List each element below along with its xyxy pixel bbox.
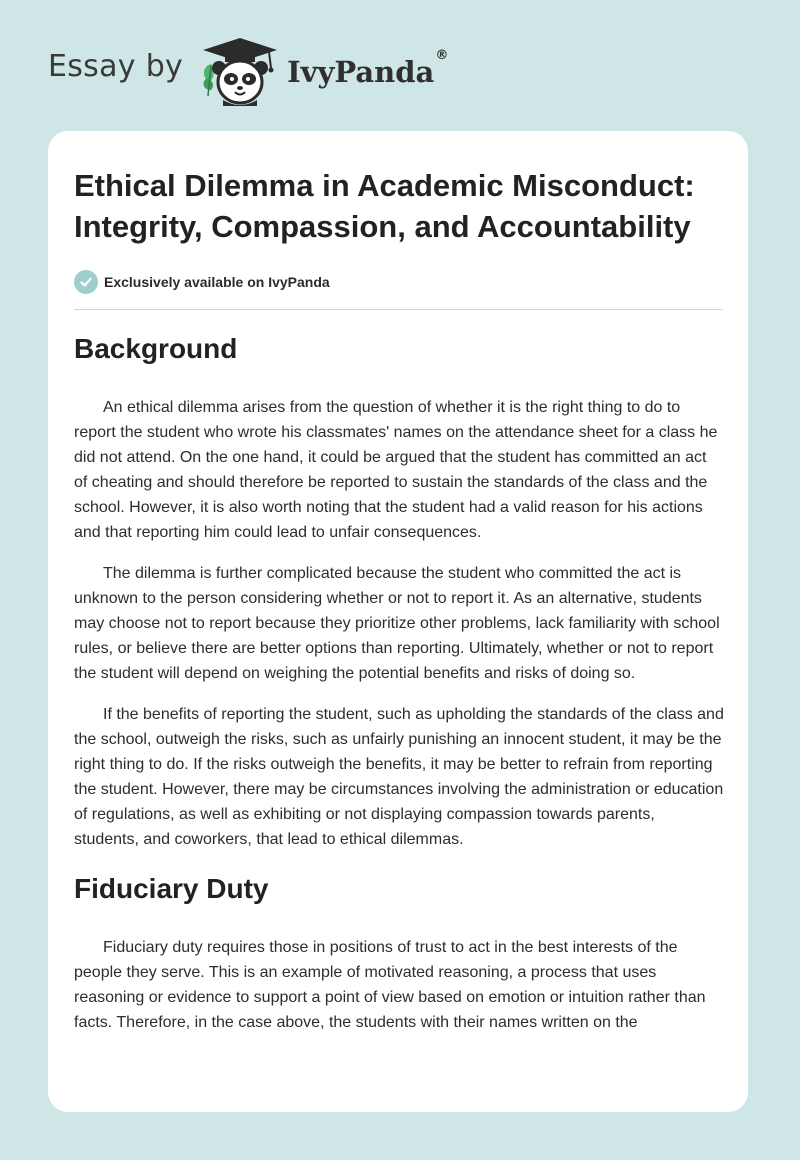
paragraph: Fiduciary duty requires those in positions of trust to act in the best interests of the people they serve. This is an example of motivated reasoning, a process that uses reasoning or evidence to support a point of view based on emotion or intuition rather than facts. Therefore, in the case above, the students with their names written on the bbox=[74, 939, 706, 1031]
essay-card bbox=[48, 131, 748, 1112]
section-body-fiduciary-duty bbox=[74, 935, 722, 1035]
section-body-background bbox=[74, 395, 722, 852]
exclusive-badge bbox=[74, 269, 722, 295]
check-circle-icon bbox=[74, 270, 98, 294]
brand-name[interactable]: IvyPanda® bbox=[287, 48, 449, 89]
divider bbox=[74, 309, 723, 310]
paragraph: An ethical dilemma arises from the question of whether it is the right thing to do to report the student who wrote his classmates' names on the attendance sheet for a class he did not attend. On the one hand, it could be argued that the student has committed an act of cheating and should therefore be reported to sustain the standards of the class and the school. However, it is also worth noting that the student had a valid reason for his actions and that reporting him could lead to unfair consequences. bbox=[74, 399, 718, 541]
essay-title: Ethical Dilemma in Academic Misconduct: Integrity, Compassion, and Accountability bbox=[74, 168, 695, 244]
section-heading-fiduciary-duty: Fiduciary Duty bbox=[74, 873, 269, 904]
section-heading-background: Background bbox=[74, 333, 238, 364]
paragraph: If the benefits of reporting the student, such as upholding the standards of the class and the school, outweigh the risks, such as unfairly punishing an innocent student, it may be the right thing to do. If the risks outweigh the benefits, it may be better to refrain from reporting the student. However, there may be circumstances involving the administration or education of regulations, as well as exhibiting or not displaying compassion towards parents, students, and coworkers, that lead to ethical dilemmas. bbox=[74, 706, 724, 848]
panda-logo-icon[interactable] bbox=[195, 30, 285, 110]
registered-mark: ® bbox=[435, 48, 449, 64]
exclusive-label: Exclusively available on IvyPanda bbox=[104, 274, 330, 290]
site-header bbox=[48, 30, 448, 110]
essay-by-label: Essay by bbox=[48, 48, 184, 84]
paragraph: The dilemma is further complicated because the student who committed the act is unknown to the person considering whether or not to report it. As an alternative, students may choose not to report because they prioritize other problems, lack familiarity with school rules, or believe there are better options than reporting. Ultimately, whether or not to report the student will depend on weighing the potential benefits and risks of doing so. bbox=[74, 565, 720, 682]
